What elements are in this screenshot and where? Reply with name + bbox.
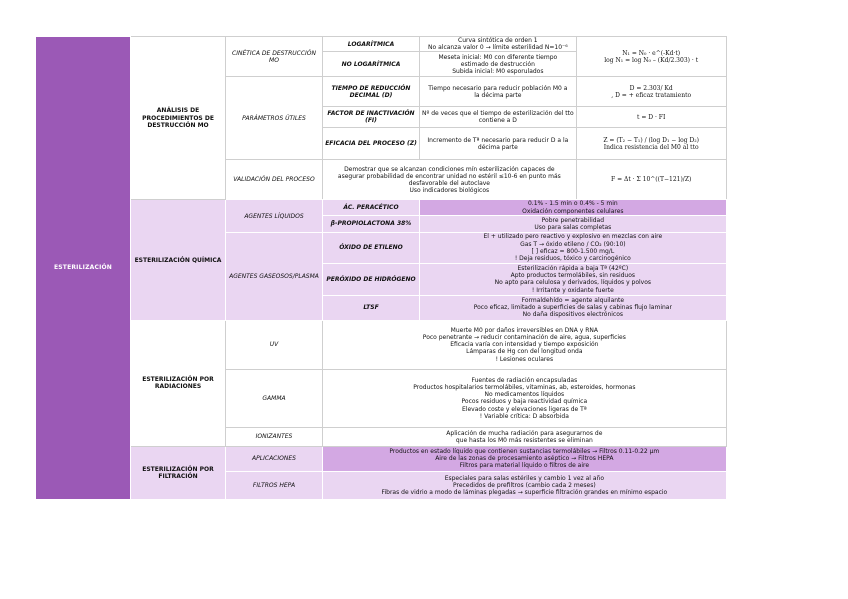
peracetico-desc: 0.1% - 1.5 min o 0.4% - 5 min Oxidación componentes celulares — [420, 200, 727, 215]
eficacia-proceso-formula: Z = (T₂ − T₁) / (log D₁ − log D₂) Indica resistencia del M0 al tto — [576, 128, 726, 160]
liquidos-label: AGENTES LÍQUIDOS — [226, 200, 323, 232]
cinetica-label: CINÉTICA DE DESTRUCCIÓN MO — [226, 37, 323, 77]
peroxido-label: PERÓXIDO DE HIDRÓGENO — [323, 263, 420, 295]
uv-label: UV — [226, 320, 323, 369]
ionizantes-label: IONIZANTES — [226, 427, 323, 446]
gamma-label: GAMMA — [226, 369, 323, 427]
esterilizacion-table — [35, 36, 727, 500]
oxido-etileno-label: ÓXIDO DE ETILENO — [323, 232, 420, 263]
peroxido-desc: Esterilización rápida a baja Tª (42ºC) Apto productos termolábiles, sin residuos No apto para celulosa y derivados, líquidos y polvos ! Irritante y oxidante fuerte — [420, 263, 727, 295]
gaseosos-label: AGENTES GASEOSOS/PLASMA — [226, 232, 323, 320]
hepa-desc: Especiales para salas estériles y cambio 1 vez al año Precedidos de prefiltros (cambio cada 2 meses) Fibras de vidrio a modo de láminas plegadas → superficie filtración grandes en mínimo espacio — [323, 471, 727, 499]
validacion-label: VALIDACIÓN DEL PROCESO — [226, 160, 323, 200]
propiolactona-label: β-PROPIOLACTONA 38% — [323, 215, 420, 232]
factor-inactivacion-desc: Nº de veces que el tiempo de esterilización del tto contiene a D — [420, 107, 577, 128]
factor-inactivacion-formula: t = D · FI — [576, 107, 726, 128]
peracetico-label: ÁC. PERACÉTICO — [323, 200, 420, 215]
tiempo-reduccion-label: TIEMPO DE REDUCCIÓN DECIMAL (D) — [323, 77, 420, 107]
cinetica-formula: N₁ = N₀ · e^(-Kd·t) log N₁ = log N₀ – (Kd/2.303) · t — [576, 37, 726, 77]
ltsf-desc: Formaldehído = agente alquilante Poco eficaz, limitado a superficies de salas y cabinas flujo laminar No daña dispositivos electrónicos — [420, 295, 727, 320]
aplicaciones-desc: Productos en estado líquido que contienen sustancias termolábiles → Filtros 0.11-0.22 µm Aire de las zonas de procesamiento aséptico → Filtros HEPA Filtros para material líquido o filtros de aire — [323, 446, 727, 471]
logaritmica-desc: Curva sintótica de orden 1 No alcanza valor 0 → límite esterilidad N=10⁻⁶ — [420, 37, 577, 52]
validacion-formula: F = Δt · Σ 10^((T−121)/Z) — [576, 160, 726, 200]
no-logaritmica-label: NO LOGARÍTMICA — [323, 52, 420, 77]
category-esterilizacion: ESTERILIZACIÓN — [36, 37, 131, 500]
tiempo-reduccion-desc: Tiempo necesario para reducir población M0 a la décima parte — [420, 77, 577, 107]
uv-desc: Muerte M0 por daños irreversibles en DNA y RNA Poco penetrante → reducir contaminación de aire, agua, superficies Eficacia varía con intensidad y tiempo exposición Lámparas de Hg con del longitud onda ! Lesiones oculares — [323, 320, 727, 369]
section-analisis: ANÁLISIS DE PROCEDIMIENTOS DE DESTRUCCIÓN MO — [131, 37, 226, 200]
section-filtracion: ESTERILIZACIÓN POR FILTRACIÓN — [131, 446, 226, 499]
validacion-desc: Demostrar que se alcanzan condiciones mín esterilización capaces de asegurar probabilidad de encontrar unidad no estéril ≤10-6 en punto más desfavorable del autoclave Uso indicadores biológicos — [323, 160, 577, 200]
eficacia-proceso-desc: Incremento de Tª necesario para reducir D a la décima parte — [420, 128, 577, 160]
parametros-label: PARÁMETROS ÚTILES — [226, 77, 323, 160]
hepa-label: FILTROS HEPA — [226, 471, 323, 499]
oxido-etileno-desc: El + utilizado pero reactivo y explosivo en mezclas con aire Gas T → óxido etileno / CO₂ (90:10) [ ] eficaz = 800-1.500 mg/L ! Deja residuos, tóxico y carcinogénico — [420, 232, 727, 263]
ionizantes-desc: Aplicación de mucha radiación para asegurarnos de que hasta los M0 más resistentes se eliminan — [323, 427, 727, 446]
factor-inactivacion-label: FACTOR DE INACTIVACIÓN (FI) — [323, 107, 420, 128]
tiempo-reduccion-formula: D = 2.303/ Kd , D = + eficaz tratamiento — [576, 77, 726, 107]
ltsf-label: LTSF — [323, 295, 420, 320]
aplicaciones-label: APLICACIONES — [226, 446, 323, 471]
eficacia-proceso-label: EFICACIA DEL PROCESO (Z) — [323, 128, 420, 160]
gamma-desc: Fuentes de radiación encapsuladas Productos hospitalarios termolábiles, vitaminas, ab, esteroides, hormonas No medicamentos líquidos Pocos residuos y baja reactividad química Elevado coste y elevaciones ligeras de Tª ! Variable crítica: D absorbida — [323, 369, 727, 427]
section-quimica: ESTERILIZACIÓN QUÍMICA — [131, 200, 226, 320]
propiolactona-desc: Pobre penetrabilidad Uso para salas completas — [420, 215, 727, 232]
logaritmica-label: LOGARÍTMICA — [323, 37, 420, 52]
section-radiaciones: ESTERILIZACIÓN POR RADIACIONES — [131, 320, 226, 446]
no-logaritmica-desc: Meseta inicial: M0 con diferente tiempo estimado de destrucción Subida inicial: M0 esporulados — [420, 52, 577, 77]
